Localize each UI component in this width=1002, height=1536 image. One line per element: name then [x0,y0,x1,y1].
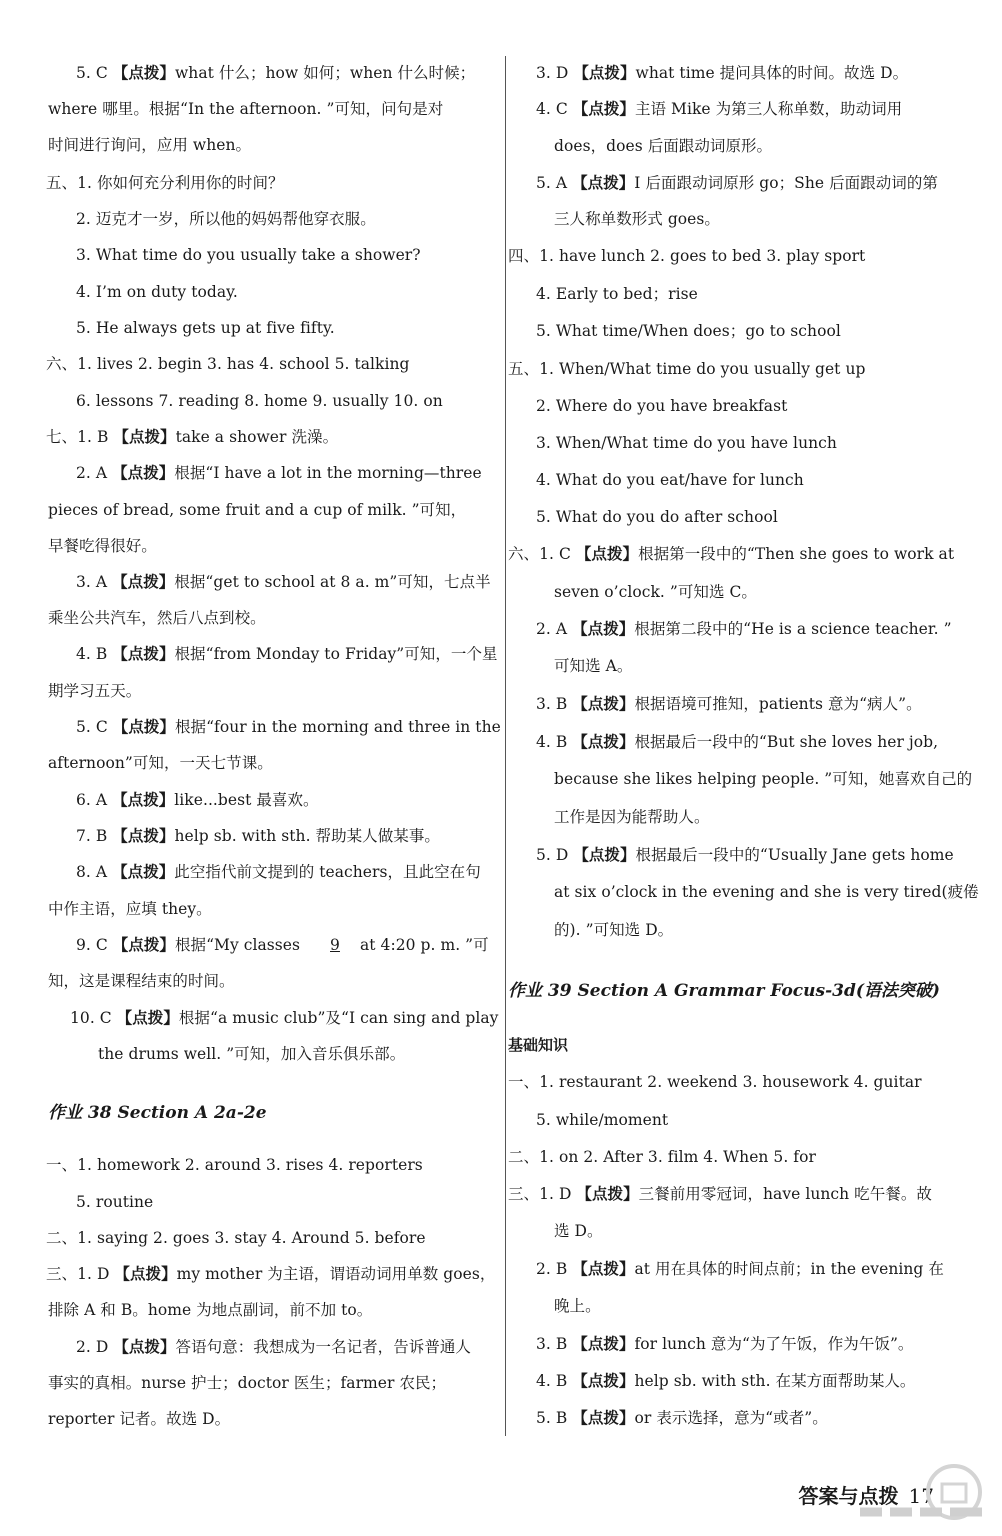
answer-line: 2. A 【点拨】根据第二段中的“He is a science teacher. ” [536,619,952,638]
answer-line: 5. routine [76,1193,154,1211]
answer-line: 6. lessons 7. reading 8. home 9. usually 10. on [76,392,443,410]
hint-marker: 【点拨】 [112,572,175,591]
hint-marker: 【点拨】 [572,1334,635,1353]
answer-line: 3. What time do you usually take a shower? [76,246,421,264]
answer-line: 事实的真相。nurse 护士；doctor 医生；farmer 农民； [48,1374,447,1392]
answer-line: 5. What do you do after school [536,508,778,526]
answer-line: 5. while/moment [536,1111,669,1129]
answer-line: 晚上。 [554,1297,601,1315]
subsection-heading: 基础知识 [508,1036,569,1054]
answer-line: 二、1. saying 2. goes 3. stay 4. Around 5. before [46,1229,426,1247]
answer-line: 三、1. D 【点拨】my mother 为主语，谓语动词用单数 goes， [46,1264,496,1283]
answer-line: 2. D 【点拨】答语句意：我想成为一名记者，告诉普通人 [76,1337,471,1356]
hint-marker: 【点拨】 [112,644,175,663]
answer-line: 5. He always gets up at five fifty. [76,319,335,337]
answer-line: reporter 记者。故选 D。 [48,1410,231,1428]
answer-line: 4. B 【点拨】根据“from Monday to Friday”可知，一个星 [76,644,498,663]
hint-marker: 【点拨】 [572,694,635,713]
answer-line: 3. B 【点拨】for lunch 意为“为了午饭，作为午饭”。 [536,1334,914,1353]
hint-marker: 【点拨】 [572,619,635,638]
hint-marker: 【点拨】 [572,173,635,192]
answer-text: 9. C 【点拨】根据“My classes [76,935,301,954]
hint-marker: 【点拨】 [113,427,176,446]
answer-line: where 哪里。根据“In the afternoon. ”可知，问句是对 [48,100,444,118]
answer-line: 5. What time/When does；go to school [536,322,841,340]
answer-line: 知，这是课程结束的时间。 [48,972,235,990]
answer-line: 五、1. 你如何充分利用你的时间？ [46,174,284,192]
answer-line: 排除 A 和 B。home 为地点副词，前不加 to。 [48,1301,373,1319]
watermark-logo [842,1462,992,1530]
answer-line: 期学习五天。 [48,682,142,700]
hint-marker: 【点拨】 [112,63,175,82]
hint-marker: 【点拨】 [112,790,175,809]
answer-text: at 4:20 p. m. ”可 [359,936,489,954]
hint-marker: 【点拨】 [573,63,636,82]
answer-line: afternoon”可知，一天七节课。 [48,754,273,772]
answer-line: 4. What do you eat/have for lunch [536,471,804,489]
answer-line: 2. 迈克才一岁，所以他的妈妈帮他穿衣服。 [76,210,376,228]
answer-line: 三人称单数形式 goes。 [554,210,720,228]
page-number: 17 [908,1484,934,1508]
answer-line: 3. B 【点拨】根据语境可推知，patients 意为“病人”。 [536,694,922,713]
answer-line: 4. C 【点拨】主语 Mike 为第三人称单数，助动词用 [536,99,903,118]
answer-line: 4. B 【点拨】help sb. with sth. 在某方面帮助某人。 [536,1371,916,1390]
answer-line: at six o’clock in the evening and she is very tired(疲倦 [554,883,979,901]
answer-line: 工作是因为能帮助人。 [554,808,710,826]
hint-marker: 【点拨】 [112,826,175,845]
answer-line: 6. A 【点拨】like...best 最喜欢。 [76,790,319,809]
answer-line: 可知选 A。 [554,657,633,675]
answer-line: 8. A 【点拨】此空指代前文提到的 teachers，且此空在句 [76,862,481,881]
answer-line: 中作主语，应填 they。 [48,900,212,918]
hint-marker: 【点拨】 [112,862,175,881]
answer-line: 5. C 【点拨】what 什么；how 如何；when 什么时候； [76,63,476,82]
answer-line: 3. A 【点拨】根据“get to school at 8 a. m”可知，七点半 [76,572,491,591]
hint-marker: 【点拨】 [572,1371,635,1390]
answer-line: pieces of bread, some fruit and a cup of milk. ”可知， [48,501,467,519]
answer-line: 10. C 【点拨】根据“a music club”及“I can sing and play [70,1008,499,1027]
answer-line: 早餐吃得很好。 [48,537,157,555]
answer-line: 2. B 【点拨】at 用在具体的时间点前；in the evening 在 [536,1259,944,1278]
answer-line: 时间进行询问，应用 when。 [48,136,252,154]
answer-line: 乘坐公共汽车，然后八点到校。 [48,609,266,627]
hint-marker: 【点拨】 [573,845,636,864]
answer-line: 5. B 【点拨】or 表示选择，意为“或者”。 [536,1408,828,1427]
hint-marker: 【点拨】 [572,1408,635,1427]
answer-line: 5. D 【点拨】根据最后一段中的“Usually Jane gets home [536,845,954,864]
answer-line: 四、1. have lunch 2. goes to bed 3. play sport [508,247,866,265]
section-heading: 作业 38 Section A 2a-2e [48,1103,267,1123]
hint-marker: 【点拨】 [576,1184,639,1203]
answer-line: 六、1. lives 2. begin 3. has 4. school 5. talking [46,355,410,373]
hint-marker: 【点拨】 [112,935,175,954]
answer-line: 一、1. homework 2. around 3. rises 4. reporters [46,1156,423,1174]
answer-line: 二、1. on 2. After 3. film 4. When 5. for [508,1148,816,1166]
answer-line: 4. B 【点拨】根据最后一段中的“But she loves her job, [536,732,939,751]
section-heading: 作业 39 Section A Grammar Focus-3d(语法突破) [508,981,940,1001]
answer-line: 三、1. D 【点拨】三餐前用零冠词，have lunch 吃午餐。故 [508,1184,932,1203]
answer-line: 3. When/What time do you have lunch [536,434,837,452]
hint-marker: 【点拨】 [112,717,175,736]
hint-marker: 【点拨】 [572,99,635,118]
answer-line: 七、1. B 【点拨】take a shower 洗澡。 [46,427,339,446]
answer-line: because she likes helping people. ”可知，她喜欢自己的 [554,770,973,788]
answer-line: 4. I’m on duty today. [76,283,238,301]
answer-line: 2. Where do you have breakfast [536,397,788,415]
answer-line: 的). ”可知选 D。 [554,921,674,939]
hint-marker: 【点拨】 [116,1008,179,1027]
answer-line [76,934,489,956]
fill-blank: 9 [330,936,340,954]
answer-line: 一、1. restaurant 2. weekend 3. housework 4. guitar [508,1073,922,1091]
answer-line: 选 D。 [554,1222,603,1240]
column-divider [505,56,506,1436]
answer-line: 五、1. When/What time do you usually get up [508,360,866,378]
answer-line: 5. A 【点拨】I 后面跟动词原形 go；She 后面跟动词的第 [536,173,938,192]
answer-line: 六、1. C 【点拨】根据第一段中的“Then she goes to work at [508,544,955,563]
answer-line: 5. C 【点拨】根据“four in the morning and three in the [76,717,501,736]
hint-marker: 【点拨】 [113,1337,176,1356]
answer-line: 7. B 【点拨】help sb. with sth. 帮助某人做某事。 [76,826,440,845]
footer-label: 答案与点拨 [798,1484,899,1508]
answer-line: the drums well. ”可知，加入音乐俱乐部。 [98,1045,406,1063]
answer-line: 2. A 【点拨】根据“I have a lot in the morning—three [76,463,482,482]
hint-marker: 【点拨】 [575,544,639,563]
answer-line: does，does 后面跟动词原形。 [554,137,773,155]
hint-marker: 【点拨】 [572,732,635,751]
hint-marker: 【点拨】 [114,1264,177,1283]
answer-line: seven o’clock. ”可知选 C。 [554,583,757,601]
hint-marker: 【点拨】 [112,463,175,482]
hint-marker: 【点拨】 [572,1259,635,1278]
answer-line: 3. D 【点拨】what time 提问具体的时间。故选 D。 [536,63,909,82]
answer-line: 4. Early to bed；rise [536,285,698,303]
